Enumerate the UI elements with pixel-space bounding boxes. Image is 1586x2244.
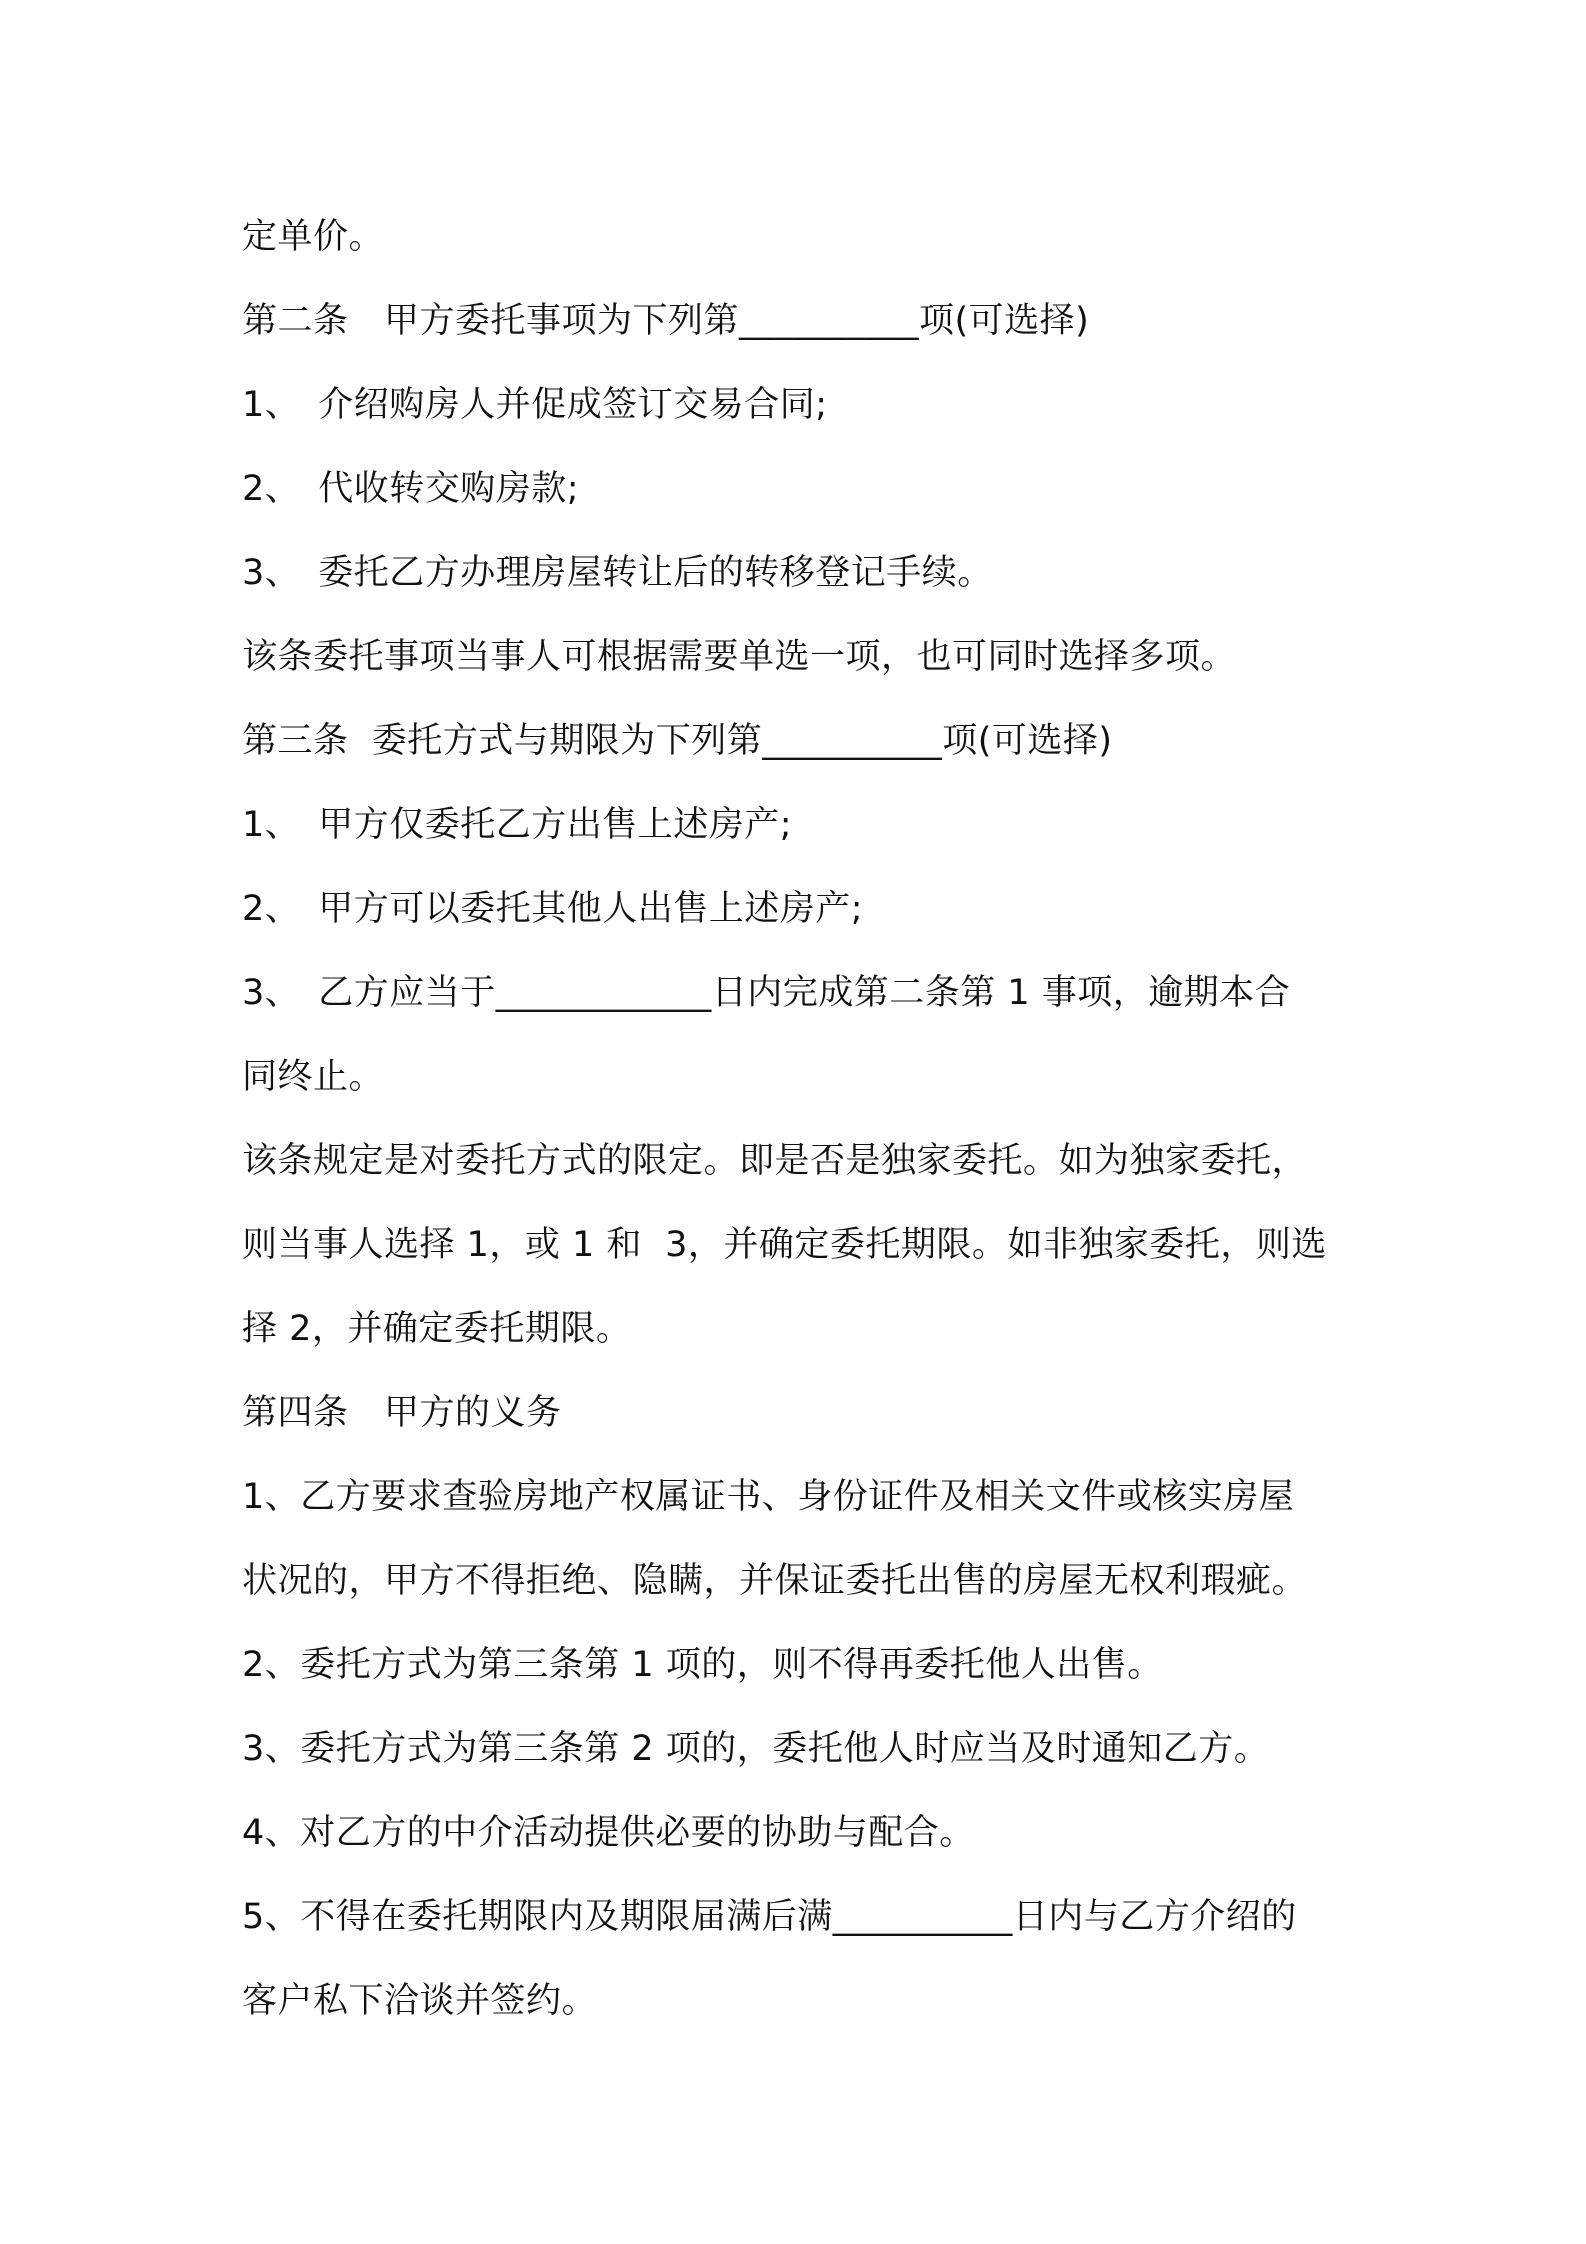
- article-2-item-2: 2、 代收转交购房款;: [242, 469, 580, 509]
- article-4-item-4: 4、对乙方的中介活动提供必要的协助与配合。: [242, 1813, 975, 1853]
- article-4-item-1: 1、乙方要求查验房地产权属证书、身份证件及相关文件或核实房屋: [242, 1477, 1295, 1517]
- article-2-item-1: 1、 介绍购房人并促成签订交易合同;: [242, 385, 828, 425]
- article-2-note: 该条委托事项当事人可根据需要单选一项，也可同时选择多项。: [242, 637, 1237, 677]
- article-4-heading: 第四条 甲方的义务: [242, 1393, 562, 1433]
- article-2-heading: 第二条 甲方委托事项为下列第__________项(可选择): [242, 301, 1090, 341]
- article-4-item-1-cont: 状况的，甲方不得拒绝、隐瞒，并保证委托出售的房屋无权利瑕疵。: [242, 1561, 1308, 1601]
- article-3-note-1: 该条规定是对委托方式的限定。即是否是独家委托。如为独家委托，: [242, 1141, 1308, 1181]
- article-3-item-3: 3、 乙方应当于____________日内完成第二条第 1 事项，逾期本合: [242, 973, 1291, 1013]
- article-4-item-5: 5、不得在委托期限内及期限届满后满__________日内与乙方介绍的: [242, 1897, 1297, 1937]
- document-body: [242, 195, 1362, 2043]
- article-3-item-3-cont: 同终止。: [242, 1057, 385, 1097]
- article-4-item-2: 2、委托方式为第三条第 1 项的，则不得再委托他人出售。: [242, 1645, 1163, 1685]
- article-3-note-3: 择 2，并确定委托期限。: [242, 1309, 632, 1349]
- article-4-item-5-cont: 客户私下洽谈并签约。: [242, 1981, 598, 2021]
- text-line-1: 定单价。: [242, 217, 385, 257]
- article-3-item-1: 1、 甲方仅委托乙方出售上述房产;: [242, 805, 793, 845]
- article-3-heading: 第三条 委托方式与期限为下列第__________项(可选择): [242, 721, 1113, 761]
- article-4-item-3: 3、委托方式为第三条第 2 项的，委托他人时应当及时通知乙方。: [242, 1729, 1270, 1769]
- article-3-note-2: 则当事人选择 1，或 1 和 3，并确定委托期限。如非独家委托，则选: [242, 1225, 1327, 1265]
- article-3-item-2: 2、 甲方可以委托其他人出售上述房产;: [242, 889, 864, 929]
- article-2-item-3: 3、 委托乙方办理房屋转让后的转移登记手续。: [242, 553, 993, 593]
